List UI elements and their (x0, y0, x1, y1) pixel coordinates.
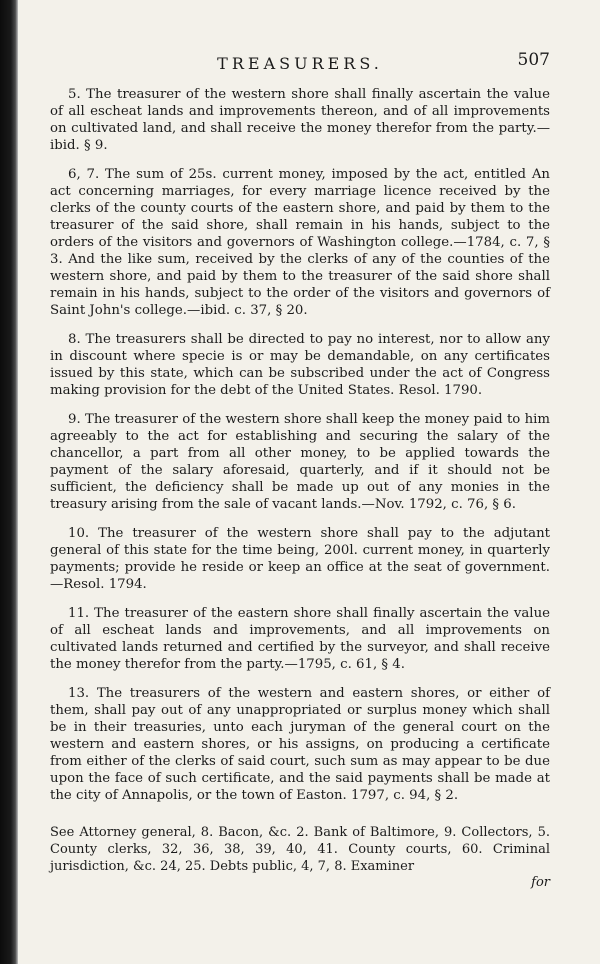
paragraph-10: 10. The treasurer of the western shore shall pay to the adjutant general of this state for the time being, 200l. current money, in quarterly payments; provide he reside or keep an office at the seat of government.—Resol. 1794. (50, 526, 550, 592)
paragraph-9: 9. The treasurer of the western shore shall keep the money paid to him agreeably to the act for establishing and securing the salary of the chancellor, a part from all other money, to be applied towards the payment of the salary aforesaid, quarterly, and if it should not be sufficient, the deficiency shall be made up out of any monies in the treasury arising from the sale of vacant lands.—Nov. 1792, c. 76, § 6. (50, 412, 550, 512)
paragraph-13: 13. The treasurers of the western and eastern shores, or either of them, shall pay out of any unappropriated or surplus money which shall be in their treasuries, unto each juryman of the general court on the western and eastern shores, or his assigns, on producing a certificate from either of the clerks of said court, such sum as may appear to be due upon the face of such certificate, and the said payments shall be made at the city of Annapolis, or the town of Easton. 1797, c. 94, § 2. (50, 686, 550, 803)
page-header (50, 50, 550, 76)
paragraph-11: 11. The treasurer of the eastern shore shall finally ascertain the value of all escheat lands and improvements, and all improvements on cultivated lands returned and certified by the surveyor, and shall receive the money therefor from the party.—1795, c. 61, § 4. (50, 606, 550, 672)
paragraph-5: 5. The treasurer of the western shore shall finally ascertain the value of all escheat lands and improvements thereon, and of all improvements on cultivated land, and shall receive the money therefor from the party.—ibid. § 9. (50, 87, 550, 153)
book-spine-shadow (0, 0, 18, 964)
page-number: 507 (517, 50, 550, 70)
catchword: for (531, 875, 550, 890)
running-title: TREASURERS. (217, 54, 383, 73)
book-page (50, 50, 550, 891)
paragraph-6-7: 6, 7. The sum of 25s. current money, imposed by the act, entitled An act concerning marriages, for every marriage licence received by the clerks of the county courts of the eastern shore, and paid by them to the treasurer of the said shore, shall remain in his hands, subject to the orders of the visitors and governors of Washington college.—1784, c. 7, § 3. And the like sum, received by the clerks of any of the counties of the western shore, and paid by them to the treasurer of the said shore shall remain in his hands, subject to the order of the visitors and governors of Saint John's college.—ibid. c. 37, § 20. (50, 167, 550, 318)
see-also-references: See Attorney general, 8. Bacon, &c. 2. Bank of Baltimore, 9. Collectors, 5. County clerks, 32, 36, 38, 39, 40, 41. County courts, 60. Criminal jurisdiction, &c. 24, 25. Debts public, 4, 7, 8. Examiner (50, 825, 550, 874)
paragraph-8: 8. The treasurers shall be directed to pay no interest, nor to allow any in discount where specie is or may be demandable, on any certificates issued by this state, which can be subscribed under the act of Congress making provision for the debt of the United States. Resol. 1790. (50, 332, 550, 398)
